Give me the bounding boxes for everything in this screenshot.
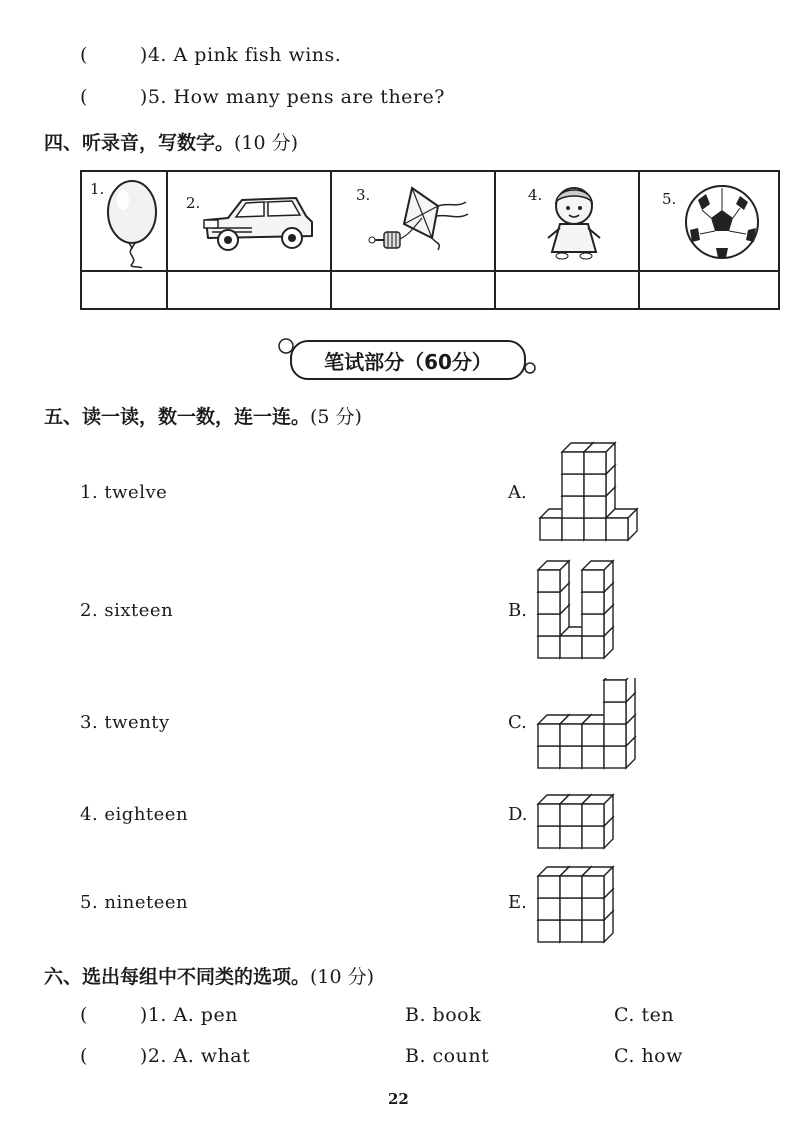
listening-table: [80, 170, 780, 310]
answer-paren[interactable]: (: [80, 1045, 88, 1067]
picture-cell-doll: [495, 171, 639, 271]
picture-cell-car: [167, 171, 331, 271]
cube-block: [582, 795, 613, 826]
match-word[interactable]: 1. twelve: [80, 482, 168, 503]
match-word[interactable]: 2. sixteen: [80, 600, 174, 621]
cube-block: [582, 561, 613, 592]
cube-figure-e[interactable]: [530, 860, 660, 945]
cell-number: 2.: [186, 194, 201, 212]
cube-block: [606, 509, 637, 540]
answer-cell[interactable]: [167, 271, 331, 309]
option-letter[interactable]: D.: [508, 804, 528, 825]
section-4-heading: [44, 128, 298, 155]
option-b: B. book: [405, 1004, 482, 1026]
banner-text: 笔试部分（60分）: [324, 349, 492, 374]
option-a: )1. A. pen: [139, 1004, 238, 1026]
car-icon: [168, 172, 330, 270]
section-title: 五、读一读，数一数，连一连。: [44, 406, 311, 428]
option-letter[interactable]: C.: [508, 712, 527, 733]
cube-block: [584, 443, 615, 474]
cube-figure-c[interactable]: [530, 678, 660, 773]
written-test-banner: [290, 340, 526, 380]
question-5: [80, 86, 445, 108]
picture-cell-kite: [331, 171, 495, 271]
cube-figure-b[interactable]: [530, 556, 660, 661]
section-5-heading: [44, 402, 362, 429]
picture-cell-football: [639, 171, 779, 271]
cube-block: [538, 561, 569, 592]
cell-number: 3.: [356, 186, 371, 204]
option-a: )2. A. what: [139, 1045, 251, 1067]
picture-cell-balloon: [81, 171, 167, 271]
section-title: 四、听录音，写数字。: [44, 132, 235, 154]
answer-cell[interactable]: [81, 271, 167, 309]
choice-row-2: [80, 1045, 250, 1067]
cell-number: 5.: [662, 190, 677, 208]
option-letter[interactable]: E.: [508, 892, 527, 913]
doll-icon: [496, 172, 638, 270]
match-word[interactable]: 3. twenty: [80, 712, 170, 733]
cube-block: [604, 678, 635, 702]
option-letter[interactable]: A.: [508, 482, 527, 503]
section-6-heading: [44, 962, 374, 989]
section-points: (10 分): [234, 132, 299, 154]
cube-block: [582, 867, 613, 898]
answer-cell[interactable]: [331, 271, 495, 309]
section-title: 六、选出每组中不同类的选项。: [44, 966, 311, 988]
football-icon: [640, 172, 778, 270]
choice-row-1: [80, 1004, 238, 1026]
section-points: (10 分): [310, 966, 375, 988]
answer-cell[interactable]: [639, 271, 779, 309]
option-c: C. how: [614, 1045, 683, 1067]
cell-number: 4.: [528, 186, 543, 204]
option-b: B. count: [405, 1045, 490, 1067]
page-number: 22: [388, 1090, 409, 1108]
cube-figure-d[interactable]: [530, 782, 660, 852]
option-letter[interactable]: B.: [508, 600, 527, 621]
match-word[interactable]: 4. eighteen: [80, 804, 189, 825]
answer-paren[interactable]: (: [80, 1004, 88, 1026]
answer-cell[interactable]: [495, 271, 639, 309]
cube-figure-a[interactable]: [530, 440, 660, 545]
match-word[interactable]: 5. nineteen: [80, 892, 189, 913]
question-4: [80, 44, 341, 66]
question-number: )4.: [139, 44, 167, 66]
answer-paren[interactable]: (: [80, 44, 88, 66]
answer-paren[interactable]: (: [80, 86, 88, 108]
question-number: )5.: [139, 86, 167, 108]
question-text: How many pens are there?: [173, 86, 445, 108]
question-text: A pink fish wins.: [173, 44, 342, 66]
option-c: C. ten: [614, 1004, 675, 1026]
cell-number: 1.: [90, 180, 105, 198]
section-points: (5 分): [310, 406, 362, 428]
